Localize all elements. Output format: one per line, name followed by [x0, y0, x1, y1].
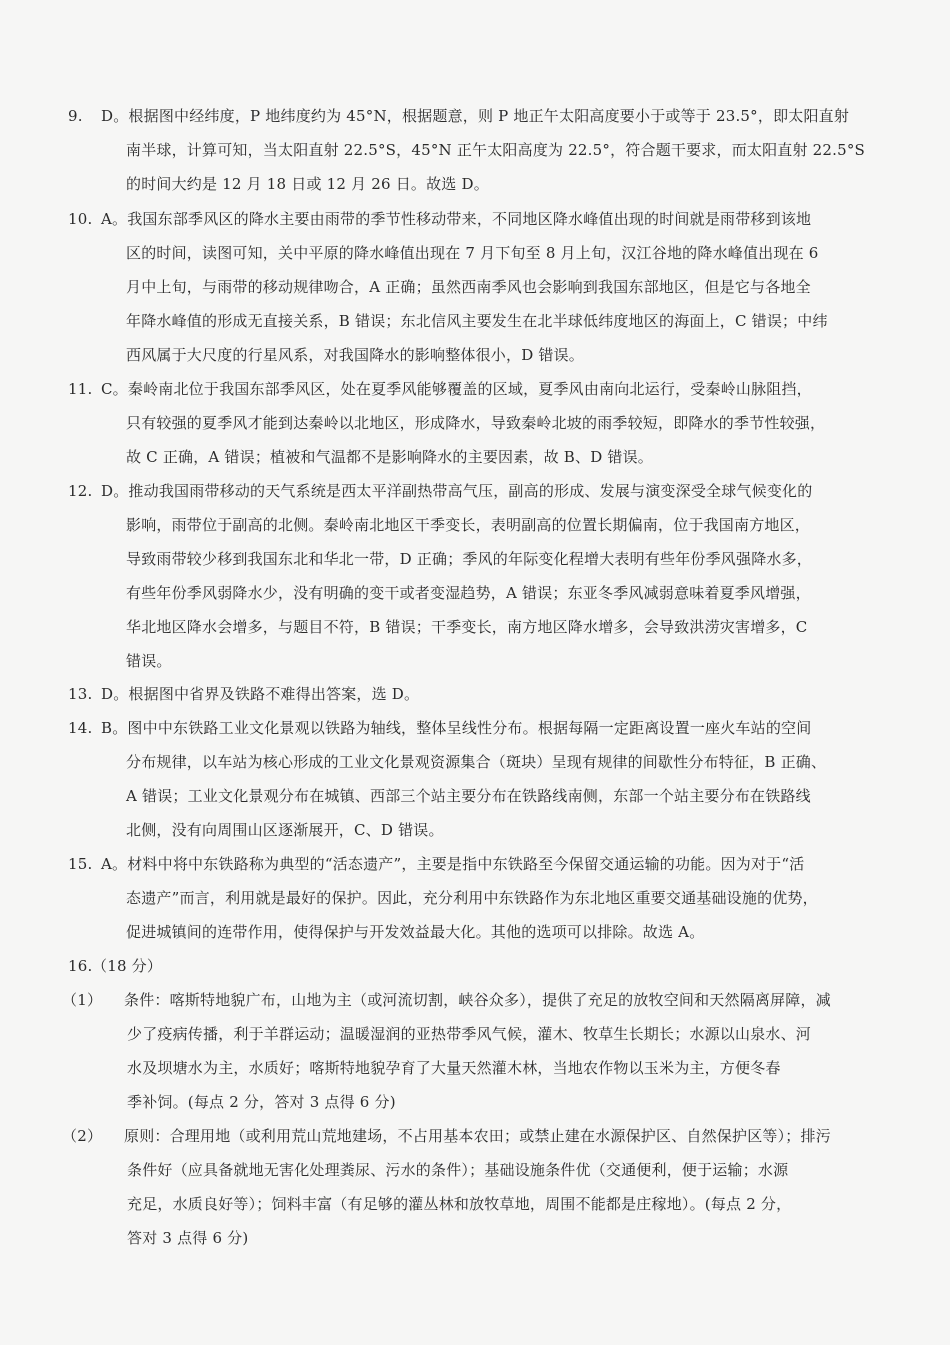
text-line: A。材料中将中东铁路称为典型的“活态遗产”，主要是指中东铁路至今保留交通运输的功能。因为对于“活	[101, 855, 805, 873]
text-line: 季补饲。(每点 2 分，答对 3 点得 6 分)	[127, 1093, 396, 1111]
item-number: （1）	[62, 991, 103, 1009]
text-line: 促进城镇间的连带作用，使得保护与开发效益最大化。其他的选项可以排除。故选 A。	[126, 923, 705, 941]
item-body	[92, 949, 162, 983]
text-line: 的时间大约是 12 月 18 日或 12 月 26 日。故选 D。	[126, 175, 489, 193]
item-number: 11.	[68, 380, 93, 398]
item-body	[101, 99, 865, 201]
text-line: （18 分）	[92, 957, 163, 975]
text-line: 条件好（应具备就地无害化处理粪尿、污水的条件）；基础设施条件优（交通便利，便于运输；水源	[127, 1161, 789, 1179]
item-body	[124, 983, 831, 1119]
text-line: 南半球，计算可知，当太阳直射 22.5°S，45°N 正午太阳高度为 22.5°，符合题干要求，而太阳直射 22.5°S	[126, 141, 866, 159]
text-line: 影响，雨带位于副高的北侧。秦岭南北地区干季变长，表明副高的位置长期偏南，位于我国南方地区，	[126, 516, 811, 534]
text-line: 北侧，没有向周围山区逐渐展开，C、D 错误。	[126, 821, 444, 839]
text-line: 水及坝塘水为主，水质好；喀斯特地貌孕育了大量天然灌木林，当地农作物以玉米为主，方便冬春	[127, 1059, 781, 1077]
item-body	[124, 1119, 831, 1255]
item-body	[101, 372, 825, 474]
item-body	[101, 711, 826, 847]
text-line: D。推动我国雨带移动的天气系统是西太平洋副热带高气压，副高的形成、发展与演变深受全球气候变化的	[101, 482, 813, 500]
item-number: 16.	[68, 957, 93, 975]
text-line: 月中上旬，与雨带的移动规律吻合，A 正确；虽然西南季风也会影响到我国东部地区，但是它与各地全	[126, 278, 811, 296]
item-number: 12.	[68, 482, 93, 500]
item-number: 14.	[68, 719, 93, 737]
item-number: 9.	[68, 107, 83, 125]
text-line: 分布规律，以车站为核心形成的工业文化景观资源集合（斑块）呈现有规律的间歇性分布特征，B 正确、	[126, 753, 827, 771]
text-line: 少了疫病传播，利于羊群运动；温暖湿润的亚热带季风气候，灌木、牧草生长期长；水源以山泉水、河	[127, 1025, 812, 1043]
item-number: 10.	[68, 210, 93, 228]
text-line: 态遗产”而言，利用就是最好的保护。因此，充分利用中东铁路作为东北地区重要交通基础设施的优势，	[126, 889, 818, 907]
text-line: B。图中中东铁路工业文化景观以铁路为轴线，整体呈线性分布。根据每隔一定距离设置一座火车站的空间	[101, 719, 812, 737]
item-body	[101, 202, 828, 372]
text-line: 答对 3 点得 6 分)	[127, 1229, 249, 1247]
text-line: 条件：喀斯特地貌广布，山地为主（或河流切割，峡谷众多），提供了充足的放牧空间和天然隔离屏障，减	[124, 991, 831, 1009]
text-line: 西风属于大尺度的行星风系，对我国降水的影响整体很小，D 错误。	[126, 346, 584, 364]
text-line: 错误。	[126, 652, 172, 670]
text-line: D。根据图中经纬度，P 地纬度约为 45°N，根据题意，则 P 地正午太阳高度要小于或等于 23.5°，即太阳直射	[101, 107, 850, 125]
text-line: A。我国东部季风区的降水主要由雨带的季节性移动带来，不同地区降水峰值出现的时间就是雨带移到该地	[101, 210, 812, 228]
item-number: （2）	[62, 1127, 103, 1145]
text-line: A 错误；工业文化景观分布在城镇、西部三个站主要分布在铁路线南侧，东部一个站主要分布在铁路线	[126, 787, 811, 805]
text-line: 区的时间，读图可知，关中平原的降水峰值出现在 7 月下旬至 8 月上旬，汉江谷地的降水峰值出现在 6	[126, 244, 819, 262]
item-number: 13.	[68, 685, 93, 703]
item-body	[101, 847, 818, 949]
text-line: 导致雨带较少移到我国东北和华北一带，D 正确；季风的年际变化程增大表明有些年份季风强降水多，	[126, 550, 812, 568]
text-line: 华北地区降水会增多，与题目不符，B 错误；干季变长，南方地区降水增多，会导致洪涝灾害增多，C	[126, 618, 808, 636]
item-body	[101, 474, 812, 678]
text-line: D。根据图中省界及铁路不难得出答案，选 D。	[101, 685, 420, 703]
text-line: C。秦岭南北位于我国东部季风区，处在夏季风能够覆盖的区域，夏季风由南向北运行，受秦岭山脉阻挡，	[101, 380, 812, 398]
text-line: 故 C 正确，A 错误；植被和气温都不是影响降水的主要因素，故 B、D 错误。	[126, 448, 654, 466]
item-body	[101, 677, 419, 711]
text-line: 原则：合理用地（或利用荒山荒地建场，不占用基本农田；或禁止建在水源保护区、自然保护区等）；排污	[124, 1127, 831, 1145]
text-line: 只有较强的夏季风才能到达秦岭以北地区，形成降水，导致秦岭北坡的雨季较短，即降水的季节性较强，	[126, 414, 826, 432]
text-line: 年降水峰值的形成无直接关系，B 错误；东北信风主要发生在北半球低纬度地区的海面上，C 错误；中纬	[126, 312, 828, 330]
text-line: 有些年份季风弱降水少，没有明确的变干或者变湿趋势，A 错误；东亚冬季风减弱意味着夏季风增强，	[126, 584, 811, 602]
item-number: 15.	[68, 855, 93, 873]
text-line: 充足，水质良好等）；饲料丰富（有足够的灌丛林和放牧草地，周围不能都是庄稼地）。(每点 2 分，	[127, 1195, 792, 1213]
